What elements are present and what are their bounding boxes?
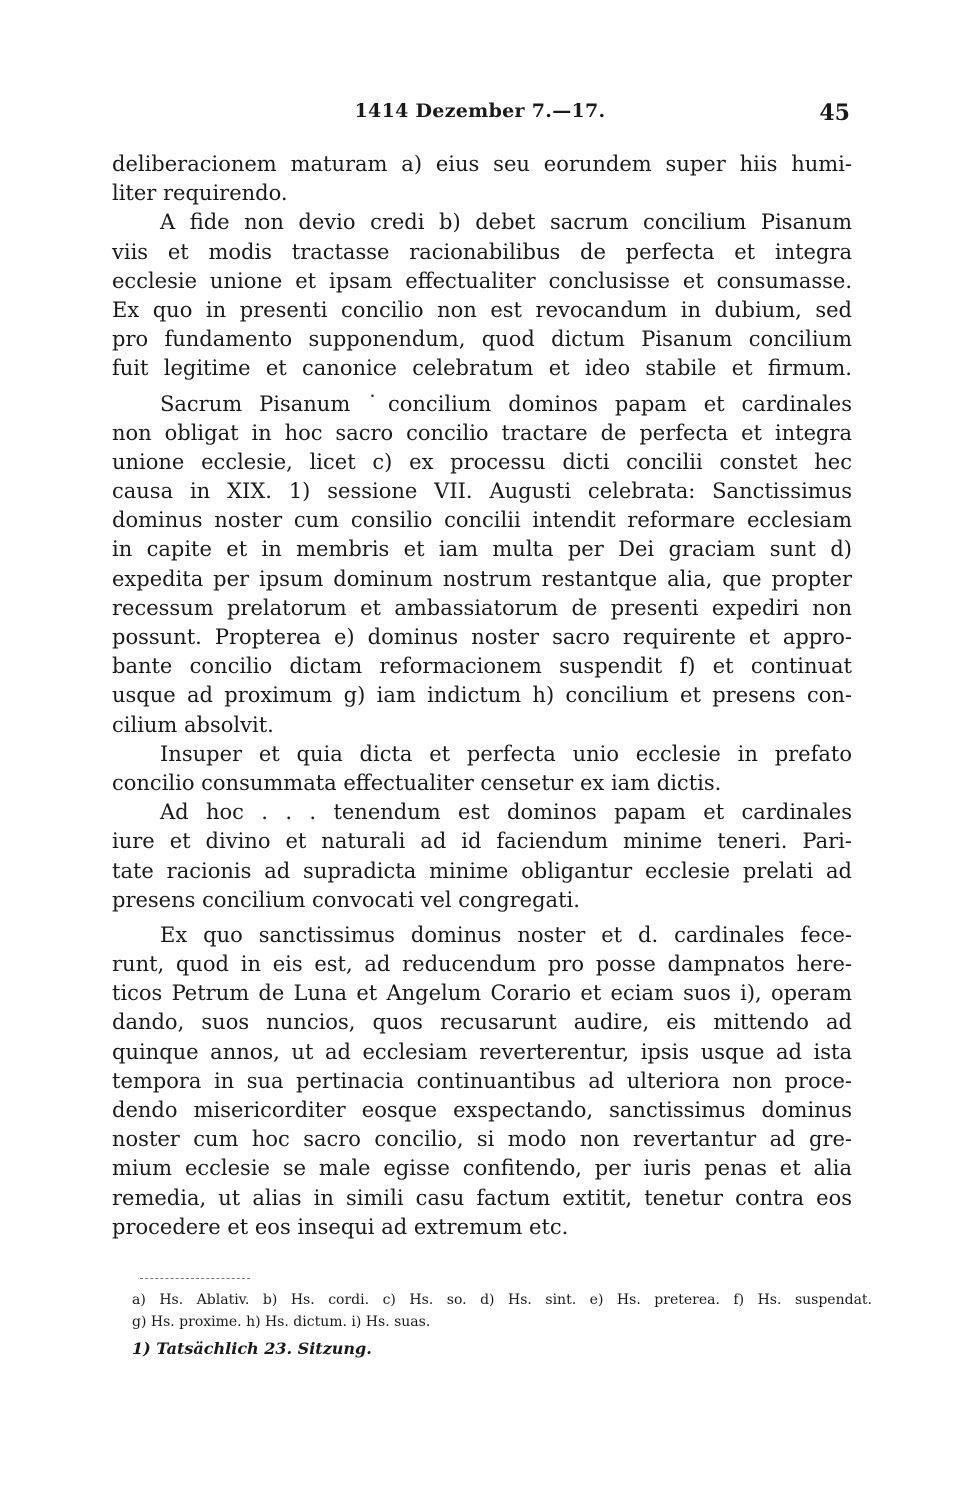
text-line: iure et divino et naturali ad id faciendum minime teneri. Pari- bbox=[112, 829, 852, 854]
text-line: tate racionis ad supradicta minime obligantur ecclesie prelati ad bbox=[112, 858, 852, 883]
text-line: concilio consummata effectualiter censetur ex iam dictis. bbox=[112, 770, 722, 795]
text-line: Ex quo in presenti concilio non est revocandum in dubium, sed bbox=[112, 297, 852, 322]
text-line: liter requirendo. bbox=[112, 181, 288, 206]
text-line: usque ad proximum g) iam indictum h) concilium et presens con- bbox=[112, 683, 852, 708]
running-header bbox=[110, 100, 850, 130]
text-line: dando, suos nuncios, quos recusarunt audire, eis mittendo ad bbox=[112, 1010, 852, 1035]
text-line: viis et modis tractasse racionabilibus de perfecta et integra bbox=[112, 239, 852, 264]
footnote-line: g) Hs. proxime. h) Hs. dictum. i) Hs. suas. bbox=[132, 1314, 431, 1330]
text-line: causa in XIX. 1) sessione VII. Augusti celebrata: Sanctissimus bbox=[112, 479, 852, 504]
text-line: cilium absolvit. bbox=[112, 712, 274, 737]
footnote-divider bbox=[140, 1278, 250, 1279]
text-line: quinque annos, ut ad ecclesiam reverterentur, ipsis usque ad ista bbox=[112, 1039, 852, 1064]
text-line: Ex quo sanctissimus dominus noster et d. cardinales fece- bbox=[160, 922, 852, 947]
text-line: recessum prelatorum et ambassiatorum de presenti expediri non bbox=[112, 595, 852, 620]
text-line: deliberacionem maturam a) eius seu eorundem super hiis humi- bbox=[112, 152, 852, 176]
text-line: mium ecclesie se male egisse confitendo, per iuris penas et alia bbox=[112, 1156, 852, 1181]
text-line: Insuper et quia dicta et perfecta unio ecclesie in prefato bbox=[160, 741, 852, 766]
text-line: unione ecclesie, licet c) ex processu dicti concilii constet hec bbox=[112, 449, 852, 474]
text-line: A fide non devio credi b) debet sacrum concilium Pisanum bbox=[160, 210, 852, 235]
text-line: fuit legitime et canonice celebratum et ideo stabile et firmum. bbox=[112, 356, 852, 381]
text-line: possunt. Propterea e) dominus noster sacro requirente et appro- bbox=[112, 625, 852, 649]
footnote-line: 1) Tatsächlich 23. Sitzung. bbox=[132, 1339, 372, 1358]
text-line: procedere et eos insequi ad extremum etc. bbox=[112, 1214, 569, 1239]
header-title: 1414 Dezember 7.—17. bbox=[354, 100, 606, 122]
text-line: Sacrum Pisanum ˙concilium dominos papam et cardinales bbox=[160, 391, 852, 416]
page-number: 45 bbox=[819, 100, 850, 126]
text-line: presens concilium convocati vel congregati. bbox=[112, 887, 580, 912]
text-line: dendo misericorditer eosque exspectando, sanctissimus dominus bbox=[112, 1098, 852, 1122]
text-line: ticos Petrum de Luna et Angelum Corario et eciam suos i), operam bbox=[112, 981, 852, 1006]
text-line: non obligat in hoc sacro concilio tractare de perfecta et integra bbox=[112, 420, 852, 445]
text-line: expedita per ipsum dominum nostrum restantque alia, que propter bbox=[112, 566, 852, 591]
text-line: Ad hoc . . . tenendum est dominos papam et cardinales bbox=[160, 800, 852, 825]
text-line: runt, quod in eis est, ad reducendum pro posse dampnatos here- bbox=[112, 952, 852, 977]
text-line: dominus noster cum consilio concilii intendit reformare ecclesiam bbox=[112, 508, 852, 533]
text-line: tempora in sua pertinacia continuantibus ad ulteriora non proce- bbox=[112, 1068, 852, 1093]
text-line: ecclesie unione et ipsam effectualiter conclusisse et consumasse. bbox=[112, 268, 852, 293]
text-line: remedia, ut alias in simili casu factum extitit, tenetur contra eos bbox=[112, 1185, 852, 1210]
footnote-line: a) Hs. Ablativ. b) Hs. cordi. c) Hs. so. d) Hs. sint. e) Hs. preterea. f) Hs. suspendat. bbox=[132, 1292, 872, 1308]
footnotes bbox=[112, 1278, 872, 1361]
text-line: in capite et in membris et iam multa per Dei graciam sunt d) bbox=[112, 537, 852, 562]
text-line: noster cum hoc sacro concilio, si modo non revertantur ad gre- bbox=[112, 1127, 852, 1152]
text-line: pro fundamento supponendum, quod dictum Pisanum concilium bbox=[112, 327, 852, 352]
body-text bbox=[112, 150, 852, 1242]
text-line: bante concilio dictam reformacionem suspendit f) et continuat bbox=[112, 654, 852, 679]
